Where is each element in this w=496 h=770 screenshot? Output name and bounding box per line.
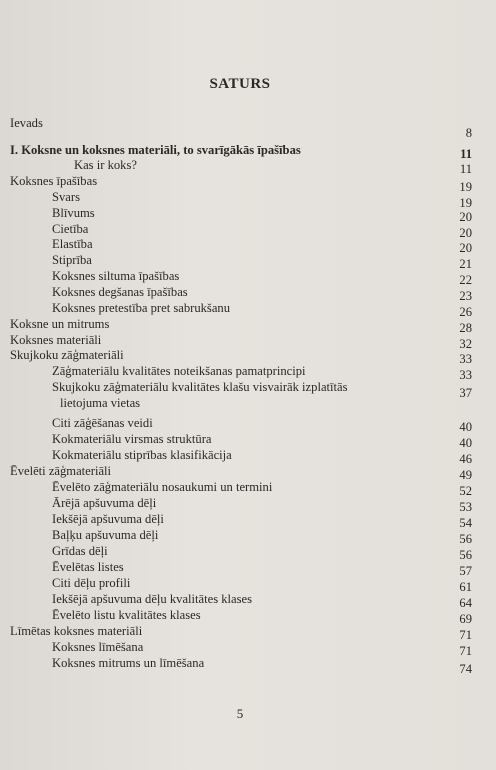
toc-entry-title: Stiprība (52, 253, 92, 267)
toc-entry-page: 26 (459, 305, 472, 319)
toc-entry-page: 52 (459, 484, 472, 498)
toc-entry-title: Kas ir koks? (74, 158, 137, 172)
toc-entry-page: 33 (459, 368, 472, 382)
toc-entry-page: 33 (459, 352, 472, 366)
toc-entry-page: 64 (459, 596, 472, 610)
toc-entry-page: 19 (459, 180, 472, 194)
page-title: SATURS (209, 76, 271, 92)
toc-entry-page: 56 (459, 548, 472, 562)
toc-entry-title: Svars (52, 190, 80, 204)
toc-entry-title: lietojuma vietas (60, 396, 141, 410)
toc-entry-title: Ēvelētas listes (52, 560, 124, 574)
toc-entry-page: 57 (459, 564, 472, 578)
toc-entry-page: 23 (459, 289, 472, 303)
toc-entry-title: Ievads (10, 116, 43, 130)
toc-entry-title: Blīvums (52, 206, 95, 220)
toc-entry-title: Ēvelēti zāģmateriāli (10, 464, 112, 478)
toc-entry-page: 74 (459, 662, 472, 676)
toc-entry-page: 40 (459, 420, 472, 434)
toc-entry-page: 20 (459, 210, 472, 224)
toc-entry-title: Cietība (52, 222, 89, 236)
toc-entry-page: 71 (459, 628, 472, 642)
toc-entry-title: Ārējā apšuvuma dēļi (52, 496, 157, 510)
toc-entry-title: Koksnes materiāli (10, 333, 102, 347)
toc-entry-title: Skujkoku zāģmateriāli (10, 348, 124, 362)
toc-entry-title: Iekšējā apšuvuma dēļi (52, 512, 164, 526)
page-number: 5 (236, 706, 244, 721)
toc-entry-page: 22 (459, 273, 472, 287)
toc-entry-page: 49 (459, 468, 472, 482)
toc-entry-page: 37 (459, 386, 472, 400)
toc-entry-title: Koksnes pretestība pret sabrukšanu (52, 301, 231, 315)
toc-entry-title: Citi dēļu profili (52, 576, 131, 590)
toc-entry-page: 11 (459, 162, 472, 176)
toc-entry-title: Kokmateriālu stiprības klasifikācija (52, 448, 232, 462)
toc-entry-page: 28 (459, 321, 472, 335)
toc-entry-page: 53 (459, 500, 472, 514)
toc-entry-title: Elastība (52, 237, 93, 251)
toc-entry-title: Zāģmateriālu kvalitātes noteikšanas pamatprincipi (52, 364, 306, 378)
toc-entry-title: Kokmateriālu virsmas struktūra (52, 432, 212, 446)
toc-entry-title: Līmētas koksnes materiāli (10, 624, 143, 638)
toc-entry-title: Koksnes degšanas īpašības (52, 285, 188, 299)
toc-entry-title: Koksne un mitrums (10, 317, 110, 331)
toc-entry-title: I. Koksne un koksnes materiāli, to svarīgākās īpašības (10, 143, 301, 157)
toc-entry-page: 56 (459, 532, 472, 546)
toc-entry-page: 61 (459, 580, 472, 594)
toc-entry-page: 19 (459, 196, 472, 210)
toc-entry-title: Koksnes siltuma īpašības (52, 269, 180, 283)
toc-entry-title: Koksnes līmēšana (52, 640, 144, 654)
toc-entry-page: 11 (460, 147, 472, 161)
toc-entry-page: 71 (459, 644, 472, 658)
toc-entry-page: 8 (465, 126, 472, 140)
toc-entry-title: Skujkoku zāģmateriālu kvalitātes klašu visvairāk izplatītās (52, 380, 348, 394)
toc-entry-page: 46 (459, 452, 472, 466)
toc-entry-title: Koksnes mitrums un līmēšana (52, 656, 205, 670)
toc-entry-title: Grīdas dēļi (52, 544, 108, 558)
toc-entry-page: 69 (459, 612, 472, 626)
toc-entry-page: 21 (459, 257, 472, 271)
toc-entry-title: Iekšējā apšuvuma dēļu kvalitātes klases (52, 592, 253, 606)
toc-entry-title: Baļķu apšuvuma dēļi (52, 528, 159, 542)
toc-entry-page: 20 (459, 226, 472, 240)
toc-entry-page: 32 (459, 337, 472, 351)
toc-entry-page: 20 (459, 241, 472, 255)
toc-entry-page: 54 (459, 516, 472, 530)
toc-entry-title: Ēvelēto zāģmateriālu nosaukumi un termini (52, 480, 273, 494)
toc-entry-title: Ēvelēto listu kvalitātes klases (52, 608, 201, 622)
toc-entry-title: Koksnes īpašības (10, 174, 98, 188)
toc-entry-title: Citi zāģēšanas veidi (52, 416, 153, 430)
toc-entry-page: 40 (459, 436, 472, 450)
